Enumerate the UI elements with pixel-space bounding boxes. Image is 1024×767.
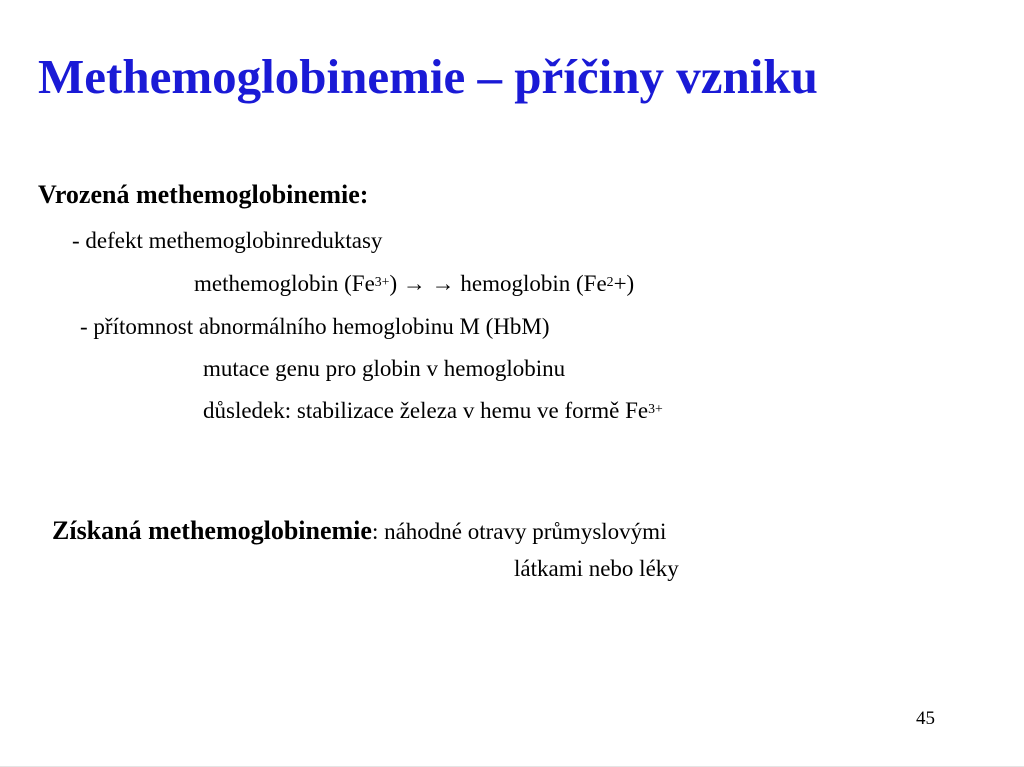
- slide-title: Methemoglobinemie – příčiny vzniku: [38, 49, 818, 104]
- reaction-middle-text: ) → → hemoglobin (Fe: [389, 271, 607, 296]
- acquired-colon: :: [371, 519, 385, 544]
- consequence-text: důsledek: stabilizace železa v hemu ve formě Fe: [203, 398, 649, 423]
- acquired-text-1: náhodné otravy průmyslovými: [384, 519, 667, 544]
- congenital-sub-mutation: mutace genu pro globin v hemoglobinu: [203, 356, 566, 381]
- congenital-sub-consequence: [203, 398, 663, 424]
- congenital-item-hbm: - přítomnost abnormálního hemoglobinu M (HbM): [80, 314, 550, 339]
- page-number: 45: [916, 708, 935, 729]
- congenital-item-defect: - defekt methemoglobinreduktasy: [72, 228, 383, 253]
- reaction-left-text: methemoglobin (Fe: [194, 271, 375, 296]
- congenital-heading: Vrozená methemoglobinemie:: [38, 180, 369, 209]
- reaction-line: [194, 271, 634, 297]
- acquired-heading: Získaná methemoglobinemie: [52, 516, 372, 545]
- consequence-sup: 3+: [648, 401, 663, 417]
- acquired-line: [52, 516, 666, 546]
- acquired-text-2: látkami nebo léky: [514, 556, 679, 581]
- reaction-right-sup: 2: [606, 274, 614, 290]
- reaction-left-sup: 3+: [374, 274, 390, 290]
- reaction-right-text: +): [613, 271, 635, 296]
